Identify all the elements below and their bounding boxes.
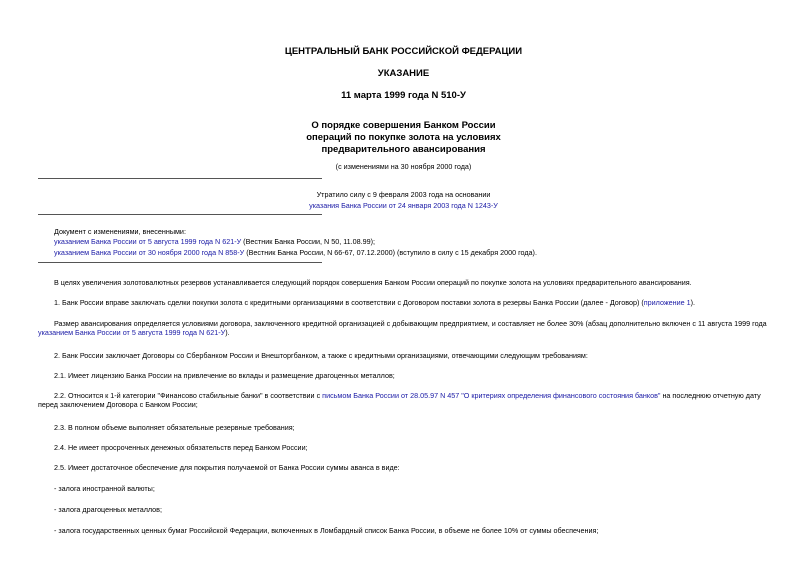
paragraph-1b xyxy=(38,319,770,337)
changes-note: (с изменениями на 30 ноября 2000 года) xyxy=(335,162,472,171)
list-item: - залога иностранной валюты; xyxy=(54,484,155,493)
intro-paragraph: В целях увеличения золотовалютных резервов устанавливается следующий порядок совершения Банком России операций по покупке золота на условиях предварительного авансирования. xyxy=(54,278,692,287)
document-date-number: 11 марта 1999 года N 510-У xyxy=(341,90,466,101)
divider xyxy=(38,262,322,263)
repeal-link[interactable]: указания Банка России от 24 января 2003 года N 1243-У xyxy=(309,201,498,210)
title-line-1: О порядке совершения Банком России xyxy=(311,120,496,131)
paragraph-text: Размер авансирования определяется условиями договора, заключенного кредитной организацией с добывающим предприятием, и составляет не более 30% (абзац дополнительно включен с 11 августа 1999 года xyxy=(54,319,767,328)
amendment-link[interactable]: указанием Банка России от 5 августа 1999 года N 621-У xyxy=(54,237,242,246)
paragraph-2-5: 2.5. Имеет достаточное обеспечение для покрытия получаемой от Банка России суммы аванса в виде: xyxy=(54,463,400,472)
paragraph-2-4: 2.4. Не имеет просроченных денежных обязательств перед Банком России; xyxy=(54,443,308,452)
org-name: ЦЕНТРАЛЬНЫЙ БАНК РОССИЙСКОЙ ФЕДЕРАЦИИ xyxy=(284,46,523,57)
status-line: Утратило силу с 9 февраля 2003 года на основании xyxy=(316,190,491,199)
amendment-tail: (Вестник Банка России, N 50, 11.08.99); xyxy=(241,237,376,246)
paragraph-2: 2. Банк России заключает Договоры со Сбербанком России и Внешторгбанком, а также с кредитными организациями, отвечающими следующим требованиям: xyxy=(54,351,588,360)
paragraph-2-3: 2.3. В полном объеме выполняет обязательные резервные требования; xyxy=(54,423,295,432)
letter-457-link[interactable]: письмом Банка России от 28.05.97 N 457 "О критериях определения финансового состояния банков" xyxy=(322,391,661,400)
paragraph-text: ). xyxy=(690,298,696,307)
list-item: - залога драгоценных металлов; xyxy=(54,505,162,514)
amendment-item xyxy=(54,248,537,257)
status-link-row xyxy=(0,201,807,210)
paragraph-text: на последнюю отчетную дату перед заключением Договора с Банком России; xyxy=(38,391,761,409)
divider xyxy=(38,178,322,179)
document-type: УКАЗАНИЕ xyxy=(377,68,430,79)
amendments-heading: Документ с изменениями, внесенными: xyxy=(54,227,186,236)
title-line-2: операций по покупке золота на условиях xyxy=(306,132,501,143)
divider xyxy=(38,214,322,215)
paragraph-2-1: 2.1. Имеет лицензию Банка России на привлечение во вклады и размещение драгоценных металлов; xyxy=(54,371,395,380)
paragraph-text: 2.2. Относится к 1-й категории "Финансово стабильные банки" в соответствии с xyxy=(54,391,323,400)
title-line-3: предварительного авансирования xyxy=(321,144,486,155)
paragraph-1 xyxy=(54,298,695,307)
paragraph-text: 1. Банк России вправе заключать сделки покупки золота с кредитными организациями в соответствии с Договором поставки золота в резервы Банка России (далее - Договор) ( xyxy=(54,298,644,307)
paragraph-text: ). xyxy=(225,328,230,337)
paragraph-2-2 xyxy=(38,391,770,409)
appendix-1-link[interactable]: приложение 1 xyxy=(643,298,691,307)
amendment-inline-link[interactable]: указанием Банка России от 5 августа 1999 года N 621-У xyxy=(38,328,226,337)
amendment-tail: (Вестник Банка России, N 66-67, 07.12.2000) (вступило в силу с 15 декабря 2000 года). xyxy=(244,248,537,257)
list-item: - залога государственных ценных бумаг Российской Федерации, включенных в Ломбардный список Банка России, в объеме не более 10% от суммы обеспечения; xyxy=(54,526,599,535)
amendment-link[interactable]: указанием Банка России от 30 ноября 2000 года N 858-У xyxy=(54,248,245,257)
amendment-item xyxy=(54,237,375,246)
